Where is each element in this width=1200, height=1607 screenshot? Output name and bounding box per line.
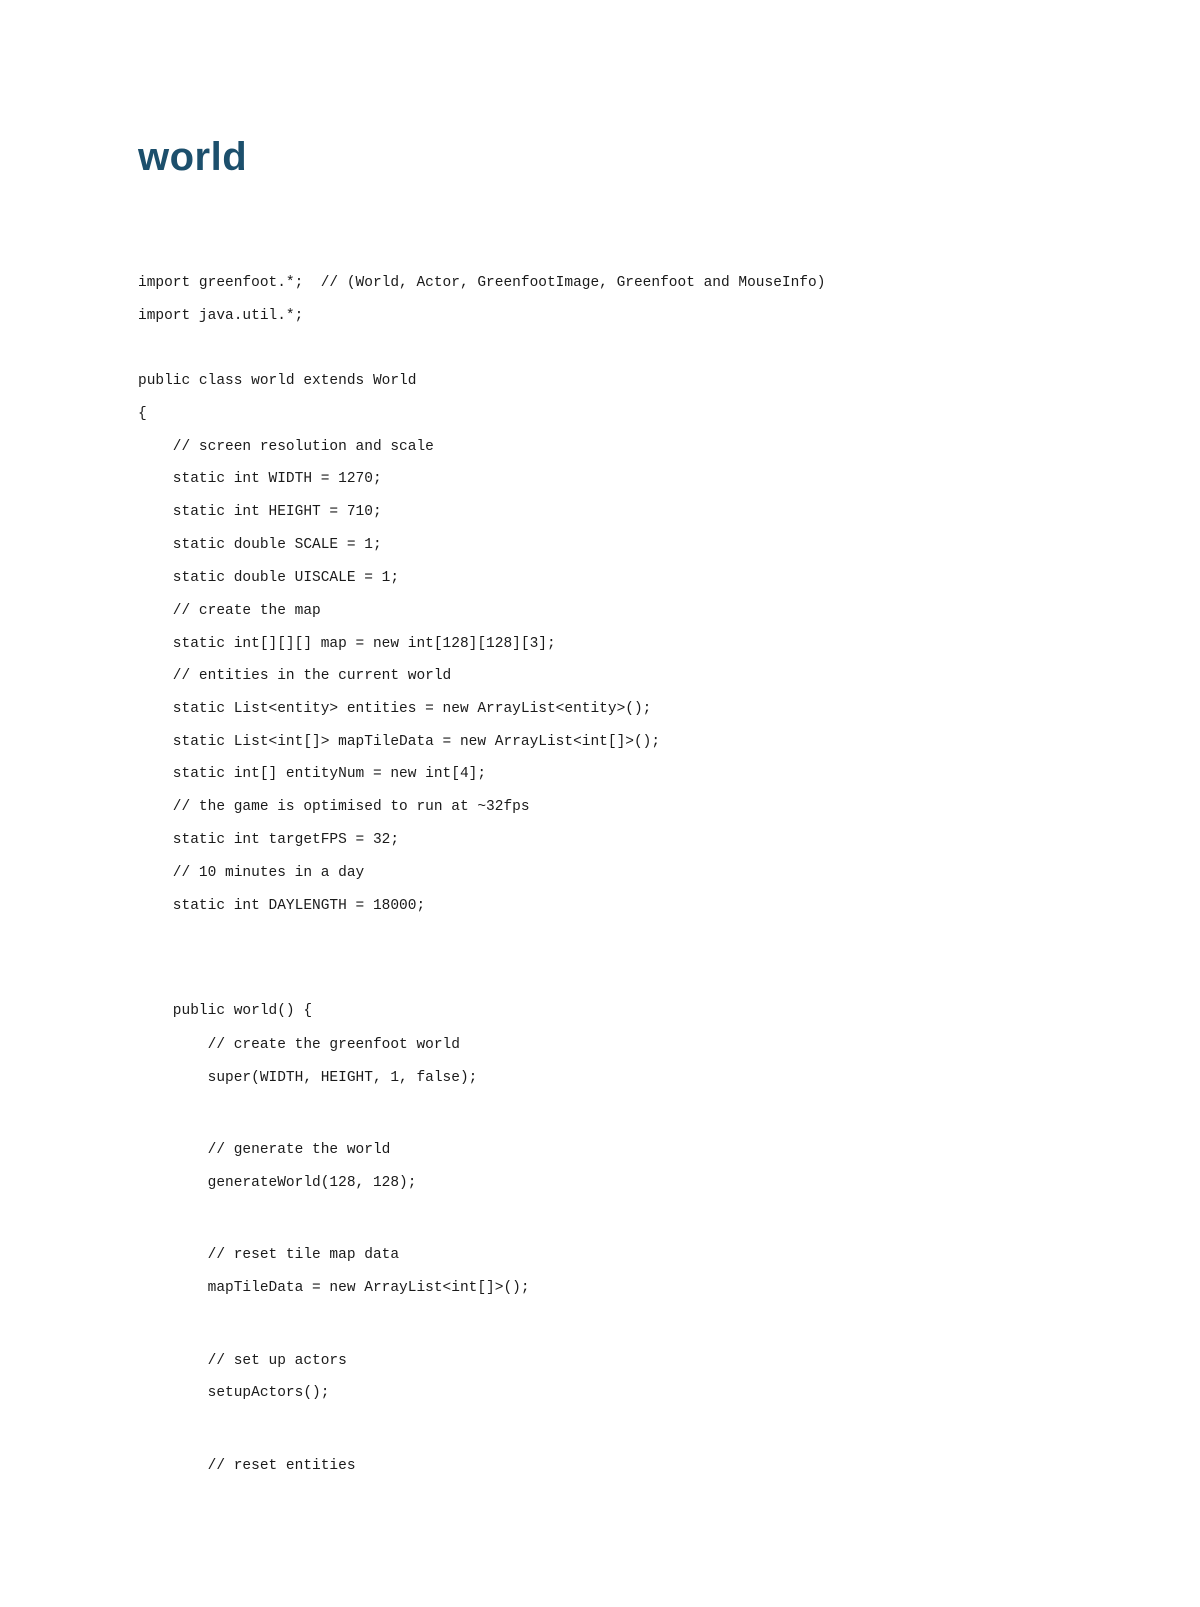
code-line: static int targetFPS = 32; (138, 832, 400, 848)
code-line: static int[] entityNum = new int[4]; (138, 766, 487, 782)
code-line: static int DAYLENGTH = 18000; (138, 898, 426, 914)
code-line: static int HEIGHT = 710; (138, 504, 382, 520)
code-line: public world() { (138, 1003, 313, 1019)
code-line: // generate the world (138, 1142, 391, 1158)
code-line: import greenfoot.*; // (World, Actor, GreenfootImage, Greenfoot and MouseInfo) (138, 275, 826, 291)
code-line: // create the greenfoot world (138, 1037, 460, 1053)
code-line: // reset tile map data (138, 1247, 400, 1263)
code-line: // set up actors (138, 1353, 347, 1369)
code-line: generateWorld(128, 128); (138, 1175, 417, 1191)
page-title: world (138, 135, 248, 179)
code-line: static int WIDTH = 1270; (138, 471, 382, 487)
code-line: static List<entity> entities = new ArrayList<entity>(); (138, 701, 652, 717)
code-line: // 10 minutes in a day (138, 865, 365, 881)
code-line: mapTileData = new ArrayList<int[]>(); (138, 1280, 530, 1296)
code-line: // screen resolution and scale (138, 439, 434, 455)
code-line: import java.util.*; (138, 308, 304, 324)
code-line: public class world extends World (138, 373, 417, 389)
code-line: static List<int[]> mapTileData = new ArrayList<int[]>(); (138, 734, 661, 750)
code-line: static double UISCALE = 1; (138, 570, 400, 586)
code-line: static int[][][] map = new int[128][128][3]; (138, 636, 556, 652)
code-line: // create the map (138, 603, 321, 619)
code-line: { (138, 406, 147, 422)
code-line: // the game is optimised to run at ~32fps (138, 799, 530, 815)
code-line: super(WIDTH, HEIGHT, 1, false); (138, 1070, 478, 1086)
code-line: static double SCALE = 1; (138, 537, 382, 553)
code-line: // entities in the current world (138, 668, 452, 684)
code-line: // reset entities (138, 1458, 356, 1474)
code-line: setupActors(); (138, 1385, 330, 1401)
